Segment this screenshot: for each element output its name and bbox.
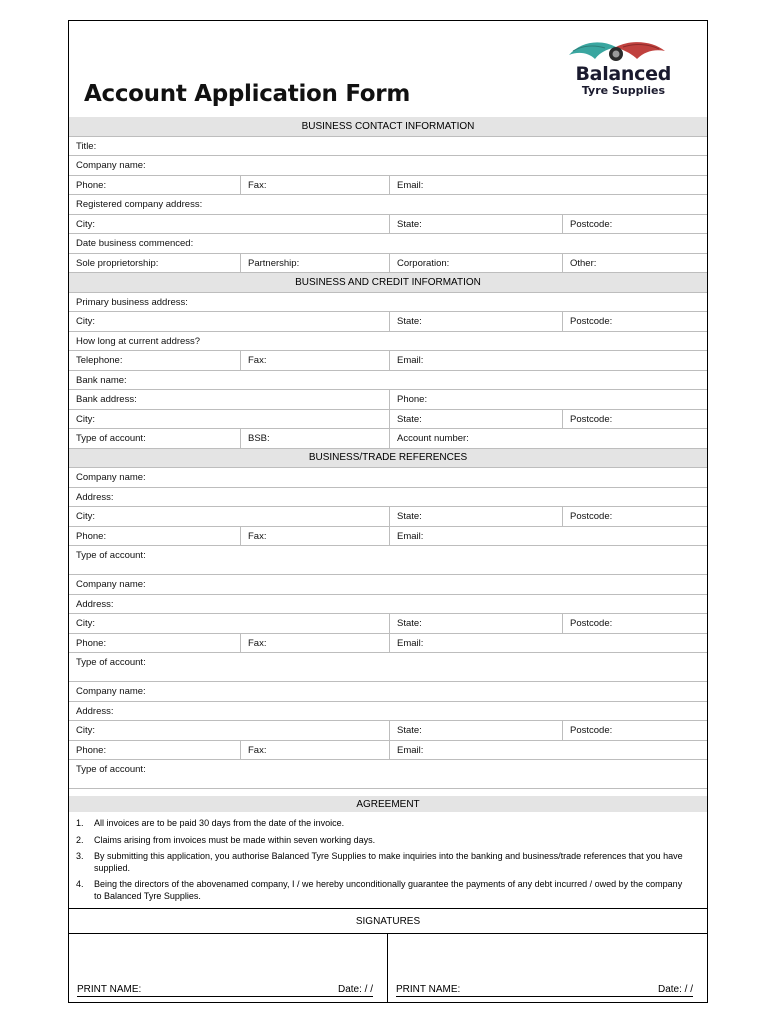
ref1-phone-field[interactable]: Phone: (69, 527, 241, 546)
postcode-field[interactable]: Postcode: (570, 316, 613, 327)
section-title: BUSINESS CONTACT INFORMATION (301, 120, 475, 132)
item-number: 2. (76, 834, 84, 845)
ref3-account-type-field[interactable]: Type of account: (76, 764, 146, 775)
agreement-list (69, 812, 707, 902)
date-label: Date: / / (337, 984, 373, 995)
signature-line (77, 984, 373, 997)
agreement-item (69, 818, 707, 830)
item-text: Being the directors of the abovenamed company, I / we hereby unconditionally guarantee the payments of any debt incurred / owed by the company to Balanced Tyre Supplies. (94, 879, 683, 901)
field-row (69, 653, 707, 682)
field-row (69, 760, 707, 789)
state-field[interactable]: State: (390, 215, 563, 234)
ref3-city-field[interactable]: City: (69, 721, 390, 740)
ref2-account-type-field[interactable]: Type of account: (76, 657, 146, 668)
item-text: By submitting this application, you authorise Balanced Tyre Supplies to make inquiries into the banking and business/trade references that you have supplied. (94, 851, 683, 873)
agreement-item (69, 851, 707, 874)
ref1-email-field[interactable]: Email: (397, 530, 424, 542)
logo-subtitle: Tyre Supplies (581, 84, 665, 97)
field-row (69, 468, 707, 488)
field-row (69, 488, 707, 508)
application-form (68, 20, 708, 1003)
fax-field[interactable]: Fax: (241, 351, 390, 370)
bank-state-field[interactable]: State: (390, 410, 563, 429)
form-fields (69, 117, 707, 789)
item-text: Claims arising from invoices must be made within seven working days. (94, 834, 376, 845)
ref1-city-field[interactable]: City: (69, 507, 390, 526)
field-row (69, 546, 707, 575)
ref1-fax-field[interactable]: Fax: (241, 527, 390, 546)
how-long-field[interactable]: How long at current address? (76, 335, 201, 347)
corporation-field[interactable]: Corporation: (390, 254, 563, 273)
ref1-account-type-field[interactable]: Type of account: (76, 550, 146, 561)
other-field[interactable]: Other: (570, 257, 597, 269)
field-row (69, 176, 707, 196)
signature-box-2[interactable] (388, 934, 707, 1003)
signature-boxes (69, 934, 707, 1003)
company-name-field[interactable]: Company name: (76, 160, 146, 171)
page-title: Account Application Form (84, 81, 411, 107)
field-row (69, 429, 707, 449)
field-row (69, 410, 707, 430)
field-row (69, 741, 707, 761)
signature-box-1[interactable] (69, 934, 388, 1003)
ref1-address-field[interactable]: Address: (76, 491, 114, 503)
fax-field[interactable]: Fax: (241, 176, 390, 195)
field-row (69, 332, 707, 352)
field-row (69, 721, 707, 741)
email-field[interactable]: Email: (397, 355, 424, 366)
ref2-fax-field[interactable]: Fax: (241, 634, 390, 653)
city-field[interactable]: City: (69, 312, 390, 331)
bsb-field[interactable]: BSB: (241, 429, 390, 448)
section-title: AGREEMENT (69, 796, 707, 812)
section-business-contact (69, 117, 707, 137)
ref2-city-field[interactable]: City: (69, 614, 390, 633)
title-field[interactable]: Title: (76, 140, 97, 152)
field-row (69, 527, 707, 547)
section-trade-references (69, 449, 707, 469)
partnership-field[interactable]: Partnership: (241, 254, 390, 273)
ref3-phone-field[interactable]: Phone: (69, 741, 241, 760)
field-row (69, 351, 707, 371)
field-row (69, 234, 707, 254)
email-field[interactable]: Email: (397, 179, 424, 191)
signatures-section (69, 908, 707, 1003)
city-field[interactable]: City: (69, 215, 390, 234)
field-row (69, 634, 707, 654)
ref2-address-field[interactable]: Address: (76, 598, 114, 610)
account-type-field[interactable]: Type of account: (69, 429, 241, 448)
section-title: BUSINESS AND CREDIT INFORMATION (295, 276, 481, 288)
phone-field[interactable]: Phone: (69, 176, 241, 195)
field-row (69, 371, 707, 391)
field-row (69, 595, 707, 615)
bank-address-field[interactable]: Bank address: (69, 390, 390, 409)
ref3-address-field[interactable]: Address: (76, 705, 114, 717)
agreement-item (69, 879, 707, 902)
field-row (69, 156, 707, 176)
telephone-field[interactable]: Telephone: (69, 351, 241, 370)
primary-address-field[interactable]: Primary business address: (76, 296, 188, 308)
field-row (69, 575, 707, 595)
company-logo (561, 37, 671, 103)
section-business-credit (69, 273, 707, 293)
sole-proprietorship-field[interactable]: Sole proprietorship: (69, 254, 241, 273)
field-row (69, 195, 707, 215)
print-name-label: PRINT NAME: (396, 984, 461, 995)
logo-wordmark: Balanced (575, 63, 671, 85)
form-header (69, 21, 707, 118)
ref2-postcode-field[interactable]: Postcode: (570, 618, 613, 629)
bank-city-field[interactable]: City: (69, 410, 390, 429)
field-row (69, 293, 707, 313)
print-name-label: PRINT NAME: (77, 984, 142, 995)
ref2-company-name-field[interactable]: Company name: (76, 579, 146, 590)
ref2-state-field[interactable]: State: (390, 614, 563, 633)
field-row (69, 614, 707, 634)
section-title: BUSINESS/TRADE REFERENCES (308, 452, 468, 464)
field-row (69, 507, 707, 527)
signature-line (396, 984, 693, 997)
account-number-field[interactable]: Account number: (397, 433, 469, 444)
item-text: All invoices are to be paid 30 days from the date of the invoice. (94, 818, 345, 828)
ref2-email-field[interactable]: Email: (397, 637, 424, 649)
field-row (69, 254, 707, 274)
registered-address-field[interactable]: Registered company address: (76, 199, 203, 210)
ref1-company-name-field[interactable]: Company name: (76, 472, 146, 483)
ref2-phone-field[interactable]: Phone: (69, 634, 241, 653)
agreement-section (69, 796, 707, 907)
postcode-field[interactable]: Postcode: (570, 218, 613, 230)
field-row (69, 312, 707, 332)
item-number: 3. (76, 851, 84, 861)
date-commenced-field[interactable]: Date business commenced: (76, 238, 194, 249)
agreement-item (69, 835, 707, 847)
field-row (69, 137, 707, 157)
section-title: SIGNATURES (69, 909, 707, 934)
ref3-postcode-field[interactable]: Postcode: (570, 725, 613, 736)
field-row (69, 390, 707, 410)
item-number: 1. (76, 818, 84, 828)
ref1-state-field[interactable]: State: (390, 507, 563, 526)
ref1-postcode-field[interactable]: Postcode: (570, 511, 613, 522)
ref3-state-field[interactable]: State: (390, 721, 563, 740)
bank-name-field[interactable]: Bank name: (76, 374, 127, 386)
bank-postcode-field[interactable]: Postcode: (570, 413, 613, 425)
state-field[interactable]: State: (390, 312, 563, 331)
date-label: Date: / / (657, 984, 693, 995)
field-row (69, 702, 707, 722)
ref3-company-name-field[interactable]: Company name: (76, 686, 146, 697)
ref3-email-field[interactable]: Email: (397, 744, 424, 756)
field-row (69, 215, 707, 235)
field-row (69, 682, 707, 702)
bank-phone-field[interactable]: Phone: (397, 394, 428, 405)
ref3-fax-field[interactable]: Fax: (241, 741, 390, 760)
item-number: 4. (76, 879, 84, 889)
